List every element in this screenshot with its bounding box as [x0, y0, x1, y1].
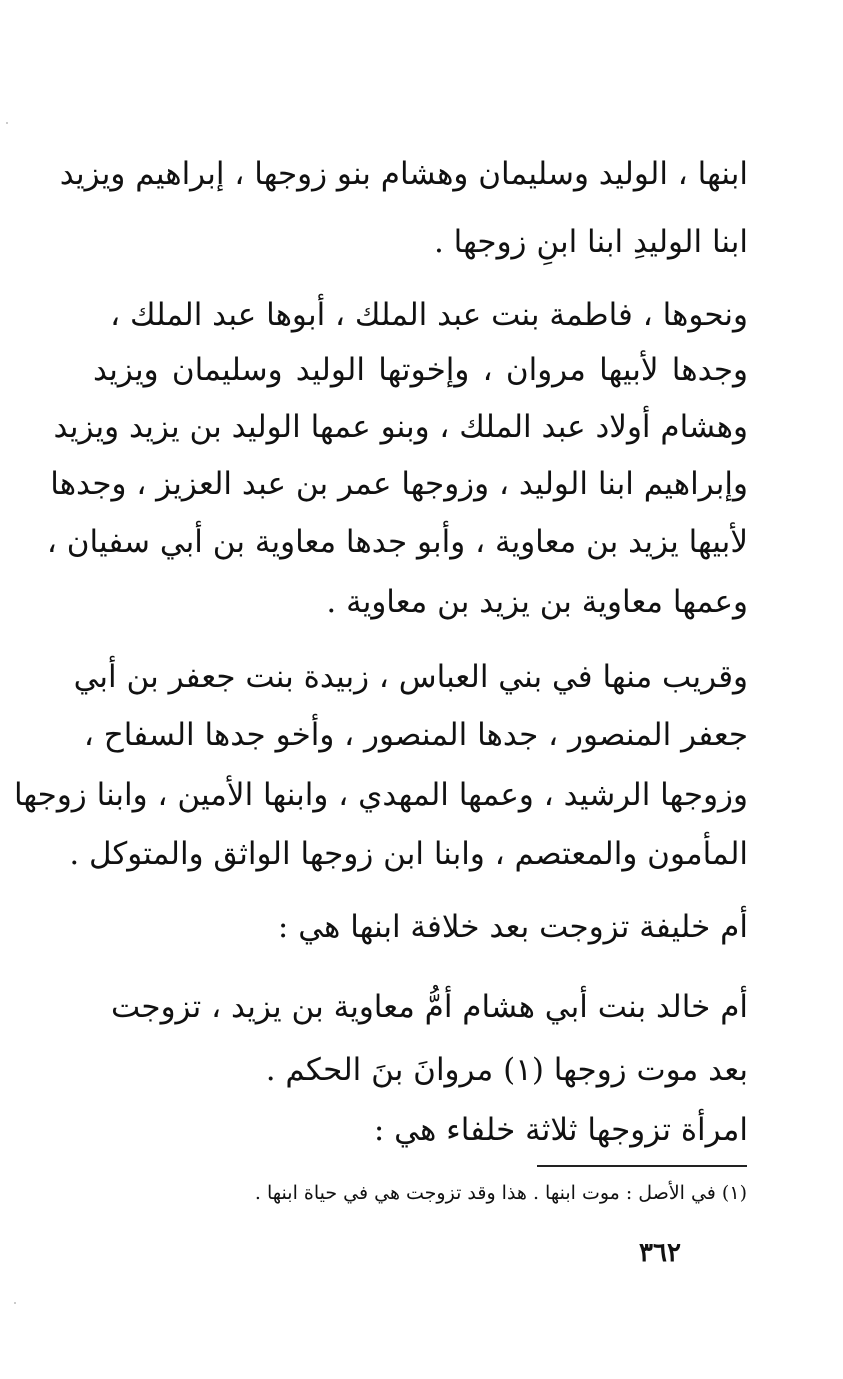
footnote-divider: [537, 1165, 747, 1167]
text-line-5: وهشام أولاد عبد الملك ، وبنو عمها الوليد بن يزيد ويزيد: [53, 409, 748, 445]
text-line-11: وزوجها الرشيد ، وعمها المهدي ، وابنها الأمين ، وابنا زوجها: [13, 777, 748, 813]
text-line-14: أم خالد بنت أبي هشام أمُّ معاوية بن يزيد ، تزوجت: [110, 989, 748, 1025]
text-line-15: بعد موت زوجها (١) مروانَ بنَ الحكم .: [265, 1052, 748, 1088]
text-line-8: وعمها معاوية بن يزيد بن معاوية .: [326, 584, 748, 620]
page-number: ٣٦٢: [639, 1238, 681, 1268]
text-line-1: ابنها ، الوليد وسليمان وهشام بنو زوجها ، إبراهيم ويزيد: [59, 156, 748, 192]
text-line-3: ونحوها ، فاطمة بنت عبد الملك ، أبوها عبد الملك ،: [110, 297, 748, 333]
text-line-6: وإبراهيم ابنا الوليد ، وزوجها عمر بن عبد العزيز ، وجدها: [50, 466, 748, 502]
section-heading-2: امرأة تزوجها ثلاثة خلفاء هي :: [373, 1112, 748, 1148]
text-line-9: وقريب منها في بني العباس ، زبيدة بنت جعفر بن أبي: [73, 659, 748, 695]
section-heading-1: أم خليفة تزوجت بعد خلافة ابنها هي :: [277, 909, 748, 945]
text-line-4: وجدها لأبيها مروان ، وإخوتها الوليد وسليمان ويزيد: [93, 352, 748, 388]
text-line-10: جعفر المنصور ، جدها المنصور ، وأخو جدها السفاح ،: [83, 717, 748, 753]
footnote: (١) في الأصل : موت ابنها . هذا وقد تزوجت هي في حياة ابنها .: [254, 1182, 747, 1204]
text-line-12: المأمون والمعتصم ، وابنا ابن زوجها الواثق والمتوكل .: [69, 836, 748, 872]
text-line-2: ابنا الوليدِ ابنا ابنِ زوجها .: [433, 224, 748, 260]
text-line-7: لأبيها يزيد بن معاوية ، وأبو جدها معاوية بن أبي سفيان ،: [46, 524, 748, 560]
scan-speck: [6, 122, 8, 124]
scan-speck: [14, 1302, 16, 1304]
